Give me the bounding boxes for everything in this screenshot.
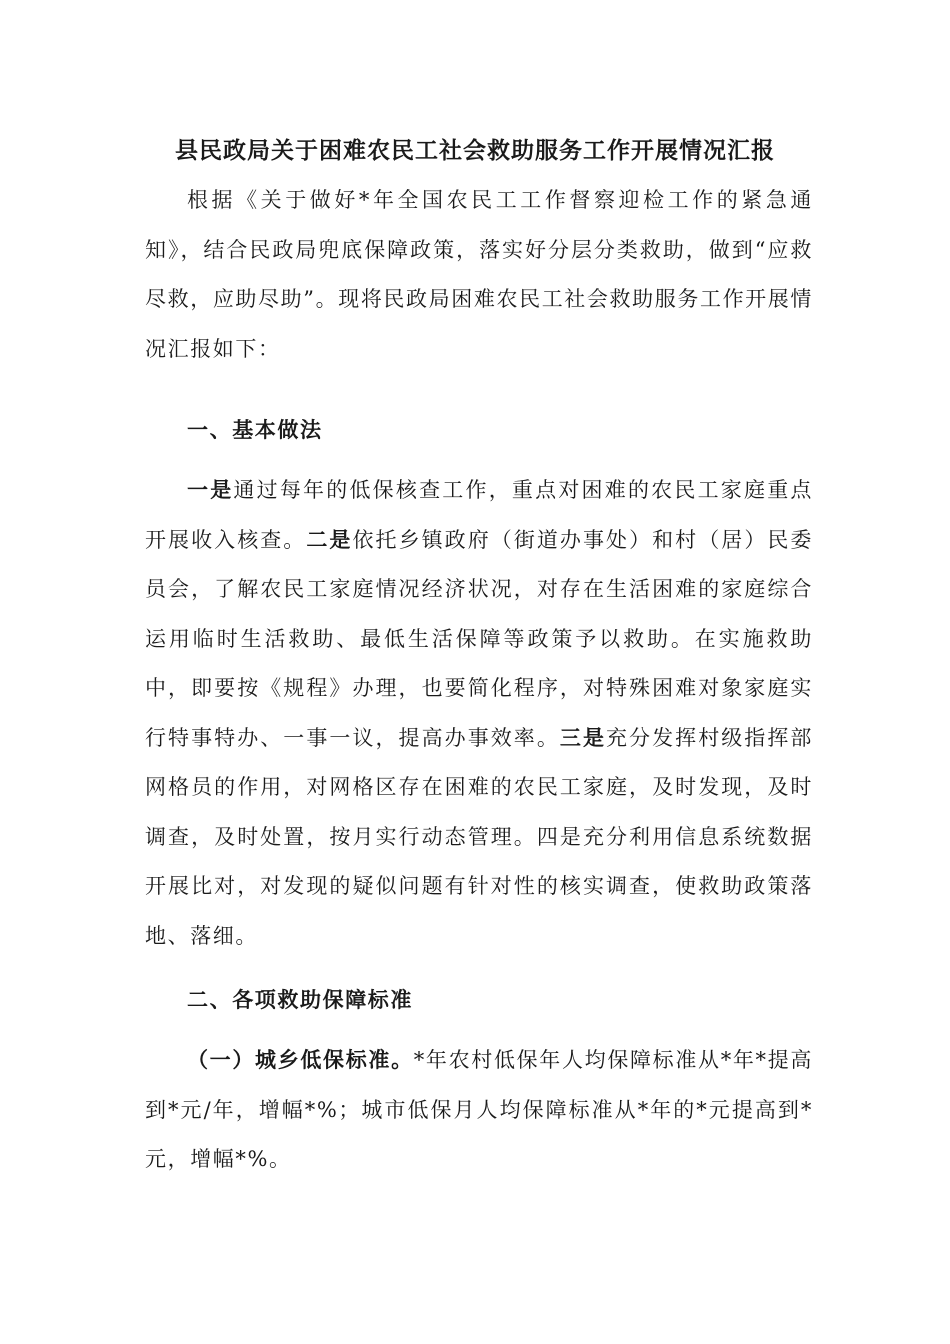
item-lead-second: 二是 xyxy=(306,527,353,552)
item-text-third: 充分发挥村级指挥部网格员的作用，对网格区存在困难的农民工家庭，及时发现，及时调查，及时处置，按月实行动态管理。四是充分利用信息系统数据开展比对，对发现的疑似问题有针对性的核实调查，使救助政策落地、落细。 xyxy=(145,725,813,948)
item-text-first: 通过每年的低保核查工作，重点对困难的农民工家庭重点开展收入核查。 xyxy=(145,478,814,552)
section-heading-assistance-standards: 二、各项救助保障标准 xyxy=(187,988,413,1012)
subsection-text-dibao: *年农村低保年人均保障标准从*年*提高到*元/年，增幅*%；城市低保月人均保障标准从*年的*元提高到*元，增幅*%。 xyxy=(145,1048,813,1171)
item-lead-third: 三是 xyxy=(559,725,606,750)
item-lead-first: 一是 xyxy=(187,478,234,502)
urban-rural-dibao-paragraph xyxy=(145,1036,813,1185)
basic-practices-paragraph xyxy=(145,466,813,961)
item-text-second: 依托乡镇政府（街道办事处）和村（居）民委员会，了解农民工家庭情况经济状况，对存在生活困难的家庭综合运用临时生活救助、最低生活保障等政策予以救助。在实施救助中，即要按《规程》办理，也要简化程序，对特殊困难对象家庭实行特事特办、一事一议，提高办事效率。 xyxy=(145,527,814,750)
document-title: 县民政局关于困难农民工社会救助服务工作开展情况汇报 xyxy=(175,138,775,164)
intro-paragraph: 根据《关于做好*年全国农民工工作督察迎检工作的紧急通知》，结合民政局兜底保障政策，落实好分层分类救助，做到“应救尽救，应助尽助”。现将民政局困难农民工社会救助服务工作开展情况汇报如下： xyxy=(145,188,813,361)
section-heading-basic-practices: 一、基本做法 xyxy=(187,418,323,442)
subsection-lead-dibao: （一）城乡低保标准。 xyxy=(187,1048,414,1072)
